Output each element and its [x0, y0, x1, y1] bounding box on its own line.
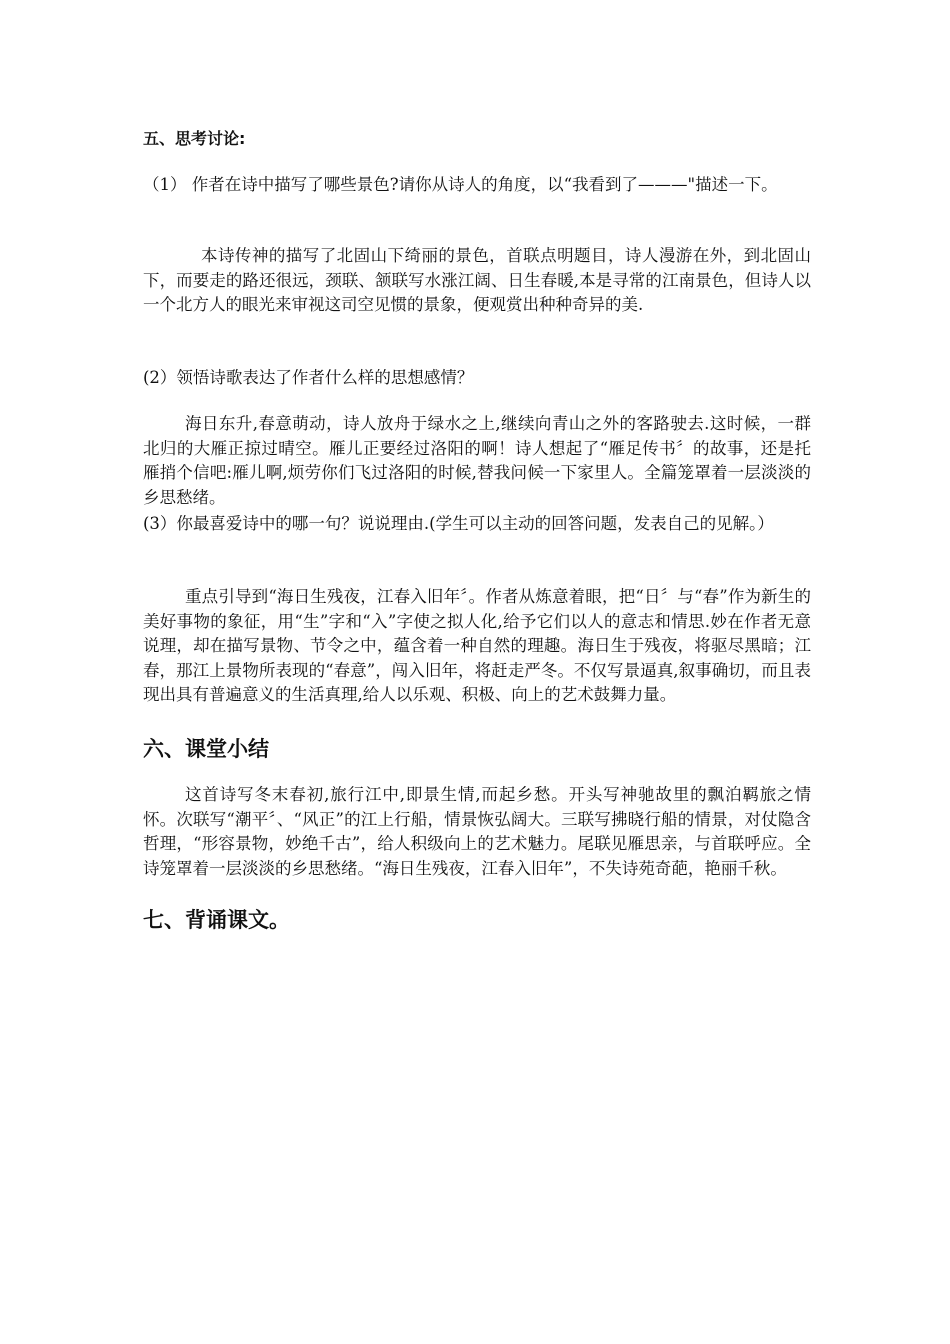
question-1: （1） 作者在诗中描写了哪些景色?请你从诗人的角度，以“我看到了———"描述一下。 — [143, 175, 778, 194]
answer-3: 重点引导到“海日生残夜，江春入旧年〞。作者从炼意着眼，把“日〞与“春”作为新生的美好事物的象征，用“生”字和“入”字使之拟人化,给予它们以人的意志和情思.妙在作者无意说理，却在描写景物、节令之中，蕴含着一种自然的理趣。海日生于残夜，将驱尽黑暗；江春，那江上景物所表现的“春意”，闯入旧年，将赶走严冬。不仅写景逼真,叙事确切，而且表现出具有普遍意义的生活真理,给人以乐观、积极、向上的艺术鼓舞力量。 — [143, 587, 811, 704]
section-seven-heading: 七、背诵课文。 — [143, 908, 290, 932]
section-six-body: 这首诗写冬末春初,旅行江中,即景生情,而起乡愁。开头写神驰故里的飘泊羁旅之情怀。次联写“潮平〞、“风正”的江上行船，情景恢弘阔大。三联写拂晓行船的情景，对仗隐含哲理，“形容景物，妙绝千古”，给人积级向上的艺术魅力。尾联见雁思亲，与首联呼应。全诗笼罩着一层淡淡的乡思愁绪。“海日生残夜，江春入旧年”，不失诗苑奇葩，艳丽千秋。 — [143, 785, 811, 878]
answer-2: 海日东升,春意萌动，诗人放舟于绿水之上,继续向青山之外的客路驶去.这时候，一群北归的大雁正掠过晴空。雁儿正要经过洛阳的啊！诗人想起了“雁足传书〞的故事，还是托雁捎个信吧:雁儿啊,烦劳你们飞过洛阳的时候,替我问候一下家里人。全篇笼罩着一层淡淡的乡思愁绪。 — [143, 414, 811, 507]
section-five-heading: 五、思考讨论: — [143, 129, 246, 148]
question-3: (3）你最喜爱诗中的哪一句？说说理由.(学生可以主动的回答问题，发表自己的见解。） — [143, 514, 774, 533]
answer-1: 本诗传神的描写了北固山下绮丽的景色，首联点明题目，诗人漫游在外，到北固山下，而要走的路还很远，颈联、颔联写水涨江阔、日生春暖,本是寻常的江南景色，但诗人以一个北方人的眼光来审视这司空见惯的景象，便观赏出种种奇异的美. — [143, 246, 811, 314]
question-2: (2）领悟诗歌表达了作者什么样的思想感情？ — [143, 368, 474, 387]
section-six-heading: 六、课堂小结 — [143, 737, 269, 761]
